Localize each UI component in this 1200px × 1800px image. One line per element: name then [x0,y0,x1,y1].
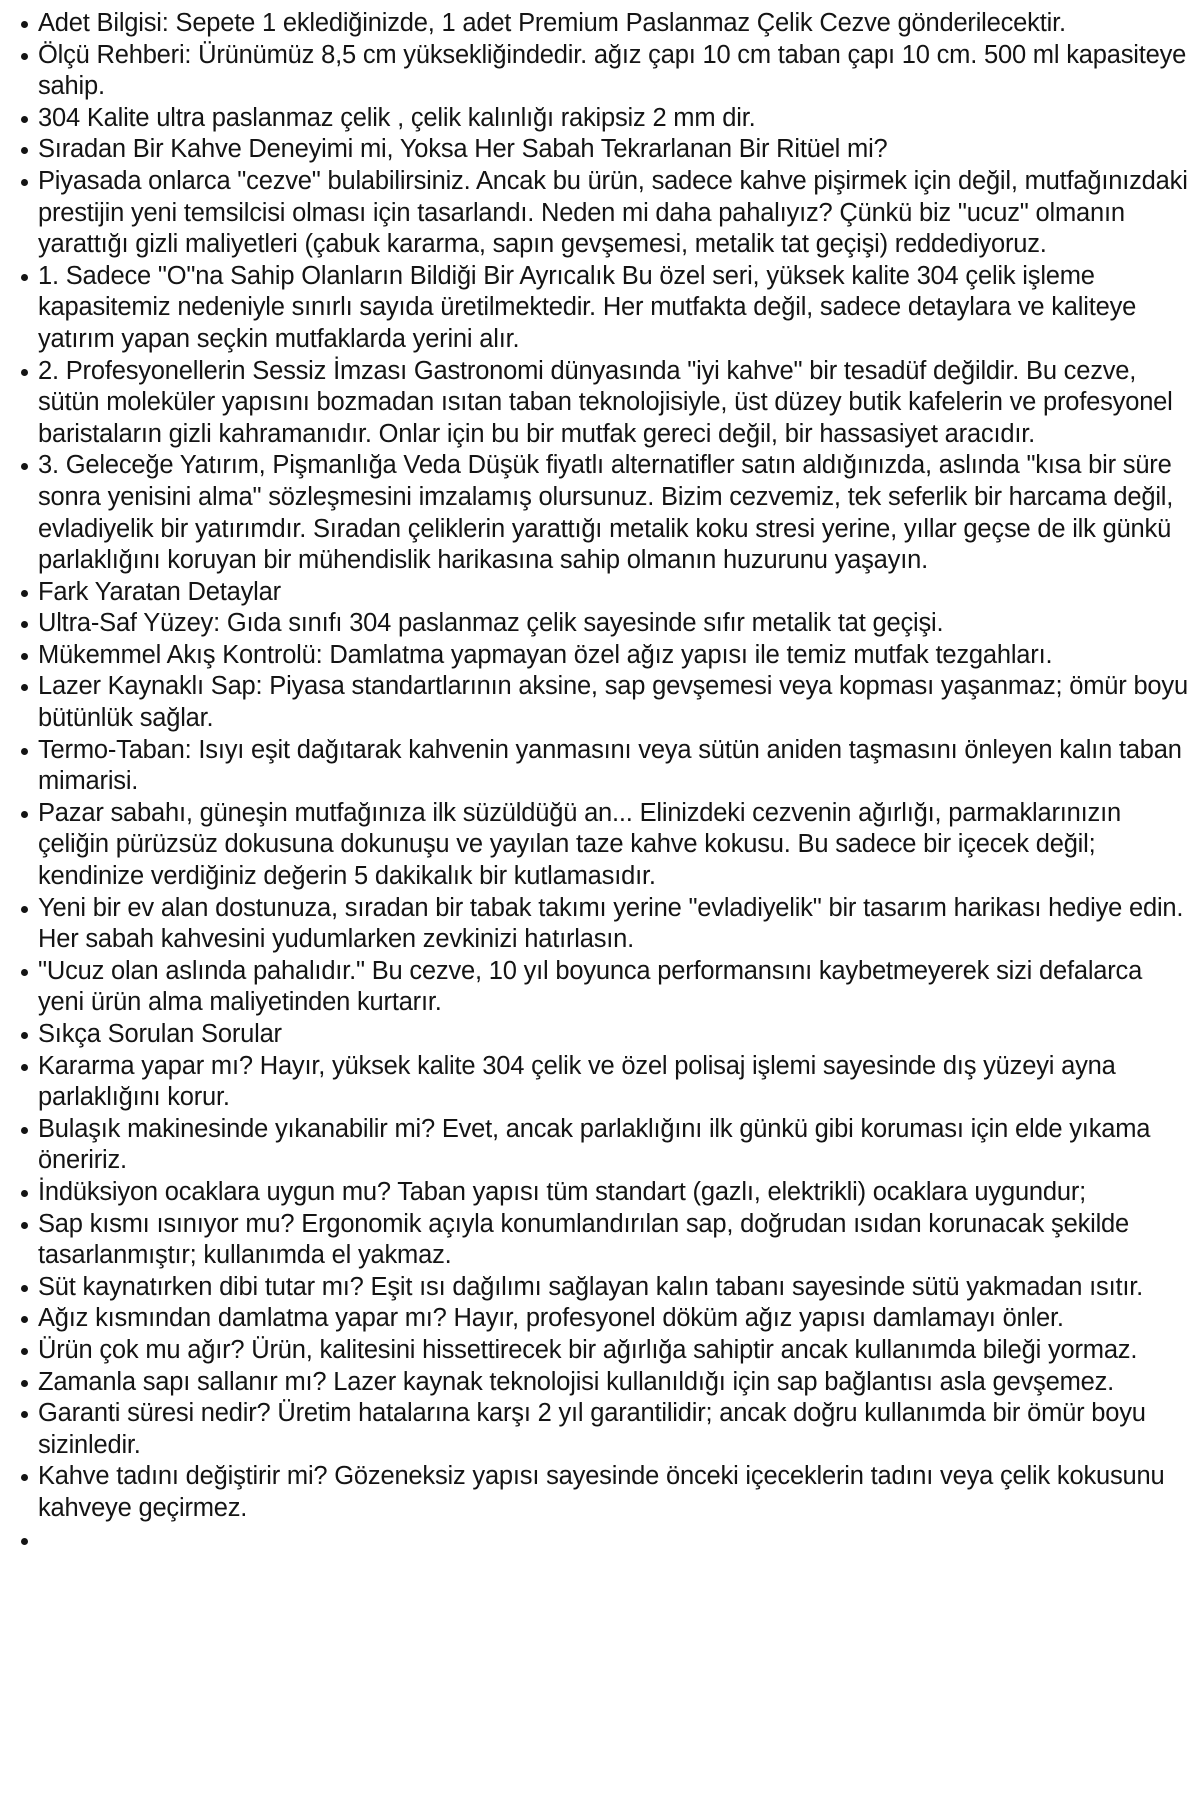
list-item-text: Garanti süresi nedir? Üretim hatalarına karşı 2 yıl garantilidir; ancak doğru kullanımda bir ömür boyu sizinledir. [38,1399,1146,1459]
list-item [0,134,1188,166]
list-item-text: 3. Geleceğe Yatırım, Pişmanlığa Veda Düşük fiyatlı alternatifler satın aldığınızda, aslında "kısa bir süre sonra yenisini alma" sözleşmesini imzalamış olursunuz. Bizim cezvemiz, tek seferlik bir harcama değil, evladiyelik bir yatırımdır. Sıradan çeliklerin yarattığı metalik koku stresi yerine, yıllar geçse de ilk günkü parlaklığını koruyan bir mühendislik harikasına sahip olmanın huzurunu yaşayın. [38,451,1174,575]
list-item [0,608,1188,640]
list-item-text: Zamanla sapı sallanır mı? Lazer kaynak teknolojisi kullanıldığı için sap bağlantısı asla gevşemez. [38,1367,1115,1396]
list-item-text: Lazer Kaynaklı Sap: Piyasa standartlarının aksine, sap gevşemesi veya kopması yaşanmaz; ömür boyu bütünlük sağlar. [38,672,1188,733]
list-item-text: Sıkça Sorulan Sorular [38,1020,282,1048]
list-item [0,8,1188,40]
list-item [0,1398,1188,1461]
product-description-bullet-list [0,8,1188,1556]
list-item [0,1335,1188,1367]
list-item-text: Adet Bilgisi: Sepete 1 eklediğinizde, 1 adet Premium Paslanmaz Çelik Cezve gönderilecektir. [38,9,1066,37]
list-item [0,735,1188,798]
list-item [0,1525,1188,1557]
list-item [0,261,1188,356]
list-item-text: Kahve tadını değiştirir mi? Gözeneksiz yapısı sayesinde önceki içeceklerin tadını veya çelik kokusunu kahveye geçirmez. [38,1462,1165,1522]
list-item-text: Bulaşık makinesinde yıkanabilir mi? Evet, ancak parlaklığını ilk günkü gibi koruması için elde yıkama öneririz. [38,1114,1151,1175]
list-item [0,1461,1188,1524]
list-item-text: Ultra-Saf Yüzey: Gıda sınıfı 304 paslanmaz çelik sayesinde sıfır metalik tat geçişi. [38,609,944,638]
list-item [0,40,1188,103]
list-item-text: Sıradan Bir Kahve Deneyimi mi, Yoksa Her Sabah Tekrarlanan Bir Ritüel mi? [38,135,888,164]
list-item-text: "Ucuz olan aslında pahalıdır." Bu cezve, 10 yıl boyunca performansını kaybetmeyerek sizi defalarca yeni ürün alma maliyetinden kurtarır. [38,956,1143,1017]
list-item-text: Fark Yaratan Detaylar [38,577,281,606]
list-item [0,671,1188,734]
list-item [0,956,1188,1019]
list-item [0,1272,1188,1304]
list-item-text: Ölçü Rehberi: Ürünümüz 8,5 cm yüksekliğindedir. ağız çapı 10 cm taban çapı 10 cm. 500 ml kapasiteye sahip. [38,40,1187,101]
list-item [0,1114,1188,1177]
list-item-text: Yeni bir ev alan dostunuza, sıradan bir tabak takımı yerine "evladiyelik" bir tasarım harikası hediye edin. Her sabah kahvesini yudumlarken zevkinizi hatırlasın. [38,893,1184,954]
list-item [0,1019,1188,1051]
list-item-text: Termo-Taban: Isıyı eşit dağıtarak kahvenin yanmasını veya sütün aniden taşmasını önleyen kalın taban mimarisi. [38,735,1182,796]
list-item [0,893,1188,956]
list-item-text: Süt kaynatırken dibi tutar mı? Eşit ısı dağılımı sağlayan kalın tabanı sayesinde sütü yakmadan ısıtır. [38,1272,1144,1301]
list-item [0,1177,1188,1209]
list-item [0,1303,1188,1335]
list-item [0,640,1188,672]
list-item [0,1051,1188,1114]
list-item [0,166,1188,261]
list-item [0,1209,1188,1272]
list-item-text: Ağız kısmından damlatma yapar mı? Hayır, profesyonel döküm ağız yapısı damlamayı önler. [38,1304,1064,1333]
list-item-text: 304 Kalite ultra paslanmaz çelik , çelik kalınlığı rakipsiz 2 mm dir. [38,103,756,132]
list-item-text: Kararma yapar mı? Hayır, yüksek kalite 304 çelik ve özel polisaj işlemi sayesinde dış yüzeyi ayna parlaklığını korur. [38,1051,1116,1112]
list-item-text: Mükemmel Akış Kontrolü: Damlatma yapmayan özel ağız yapısı ile temiz mutfak tezgahları. [38,640,1053,669]
list-item [0,798,1188,893]
list-item-text: Pazar sabahı, güneşin mutfağınıza ilk süzüldüğü an... Elinizdeki cezvenin ağırlığı, parmaklarınızın çeliğin pürüzsüz dokusuna dokunuşu ve yayılan taze kahve kokusu. Bu sadece bir içecek değil; kendinize verdiğiniz değerin 5 dakikalık bir kutlamasıdır. [38,798,1121,891]
list-item-text: İndüksiyon ocaklara uygun mu? Taban yapısı tüm standart (gazlı, elektrikli) ocaklara uygundur; [38,1177,1087,1206]
list-item-text: Piyasada onlarca "cezve" bulabilirsiniz. Ancak bu ürün, sadece kahve pişirmek için değil, mutfağınızdaki prestijin yeni temsilcisi olması için tasarlandı. Neden mi daha pahalıyız? Çünkü biz "ucuz" olmanın yarattığı gizli maliyetleri (çabuk kararma, sapın gevşemesi, metalik tat geçişi) reddediyoruz. [38,166,1188,259]
list-item [0,577,1188,609]
list-item [0,1367,1188,1399]
list-item-text: 1. Sadece "O"na Sahip Olanların Bildiği Bir Ayrıcalık Bu özel seri, yüksek kalite 304 çelik işleme kapasitemiz nedeniyle sınırlı sayıda üretilmektedir. Her mutfakta değil, sadece detaylara ve kaliteye yatırım yapan seçkin mutfaklarda yerini alır. [38,261,1137,353]
list-item-text: Ürün çok mu ağır? Ürün, kalitesini hissettirecek bir ağırlığa sahiptir ancak kullanımda bileği yormaz. [38,1335,1138,1364]
list-item-text: Sap kısmı ısınıyor mu? Ergonomik açıyla konumlandırılan sap, doğrudan ısıdan korunacak şekilde tasarlanmıştır; kullanımda el yakmaz. [38,1209,1130,1270]
list-item [0,356,1188,451]
list-item-text: 2. Profesyonellerin Sessiz İmzası Gastronomi dünyasında "iyi kahve" bir tesadüf değildir. Bu cezve, sütün moleküler yapısını bozmadan ısıtan taban teknolojisiyle, üst düzey butik kafelerin ve profesyonel baristaların gizli kahramanıdır. Onlar için bu bir mutfak gereci değil, bir hassasiyet aracıdır. [38,356,1173,448]
list-item [0,103,1188,135]
list-item [0,450,1188,576]
